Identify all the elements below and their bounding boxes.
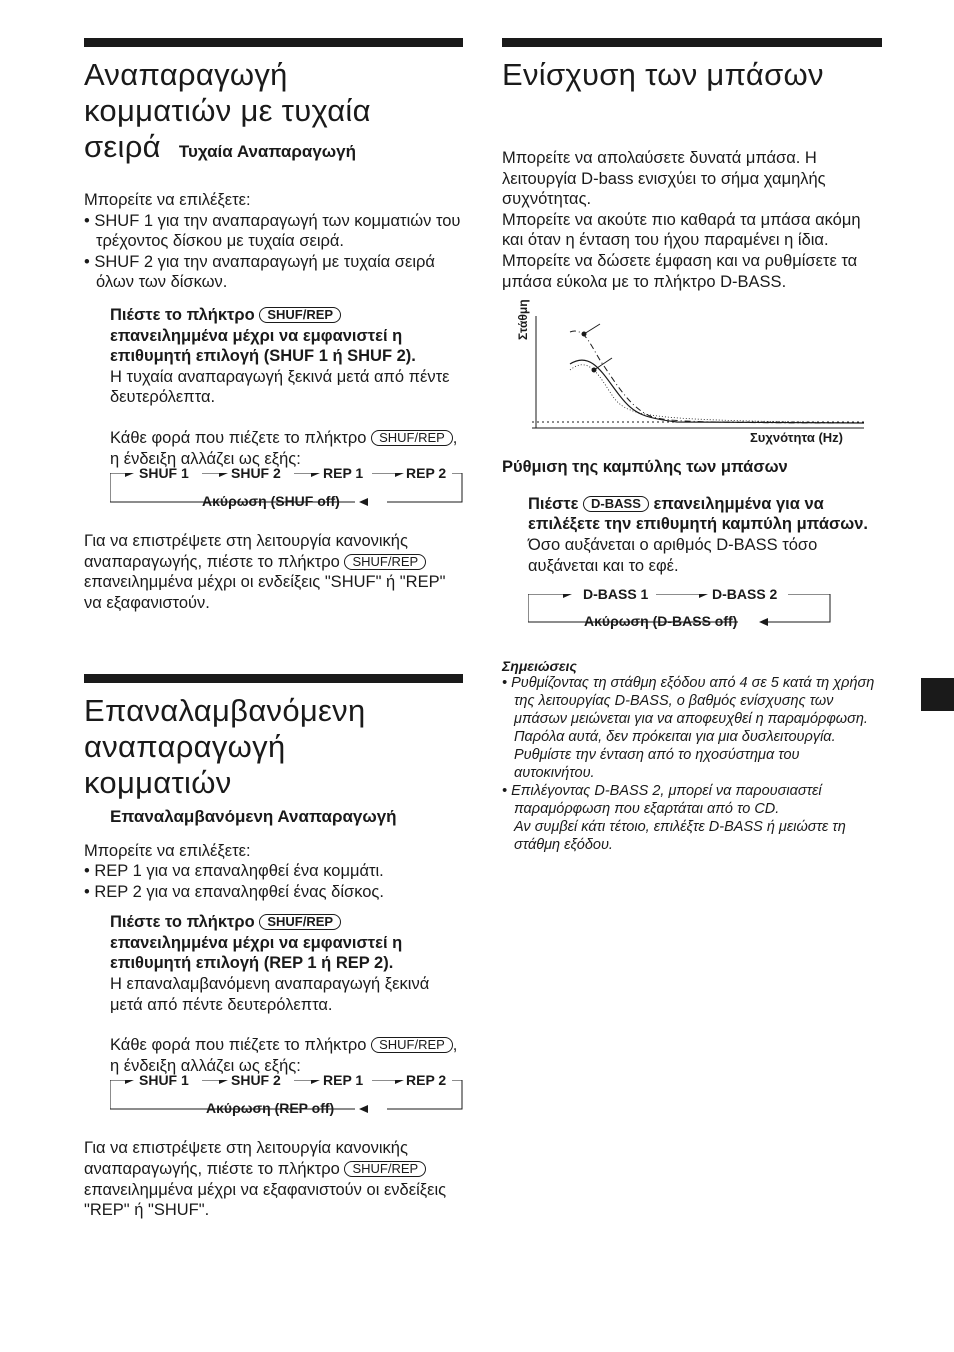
shuf-rep-key: SHUF/REP xyxy=(259,914,341,930)
shuffle-note: Η τυχαία αναπαραγωγή ξεκινά μετά από πέντε δευτερόλεπτα. xyxy=(110,367,450,407)
shuf-rep-key: SHUF/REP xyxy=(371,1037,453,1053)
shuf-rep-key: SHUF/REP xyxy=(344,1161,426,1177)
seq-cancel: Ακύρωση (SHUF off) xyxy=(202,493,340,510)
shuffle-title: Αναπαραγωγή κομματιών με τυχαία σειρά Τυχαία Αναπαραγωγή xyxy=(84,57,371,164)
seq-dbass1: D-BASS 1 xyxy=(583,586,649,603)
section-rule xyxy=(502,38,882,47)
shuffle-instruction: Πιέστε το πλήκτρο SHUF/REP επανειλημμένα μέχρι να εμφανιστεί η επιθυμητή επιλογή (SHUF 1 ή SHUF 2). xyxy=(110,305,416,366)
repeat-sequence-diagram xyxy=(110,1072,463,1117)
repeat-cycle-text: Κάθε φορά που πιέζετε το πλήκτρο SHUF/REP , η ένδειξη αλλάζει ως εξής: xyxy=(110,1036,458,1075)
d-bass-key: D-BASS xyxy=(583,496,649,512)
list-item: Ρυθμίστε την ένταση από το ηχοσύστημα του αυτοκινήτου. xyxy=(514,747,800,782)
left-column xyxy=(84,38,463,1221)
bass-sequence-diagram xyxy=(528,586,882,630)
seq-dbass2: D-BASS 2 xyxy=(712,586,778,603)
list-item: • REP 1 για να επαναληφθεί ένα κομμάτι. xyxy=(84,862,384,881)
seq-rep1: REP 1 xyxy=(323,1072,364,1089)
bass-intro-2: Μπορείτε να ακούτε πιο καθαρά τα μπάσα ακόμη και όταν η ένταση του ήχου παραμένει η ίδια. Μπορείτε να δώσετε έμφαση και να ρυθμίσετε τα μπάσα εύκολα με το πλήκτρο D-BASS. xyxy=(502,210,861,291)
seq-cancel: Ακύρωση (REP off) xyxy=(206,1100,335,1117)
repeat-subtitle: Επαναλαμβανόμενη Αναπαραγωγή xyxy=(110,806,397,826)
repeat-note: Η επαναλαμβανόμενη αναπαραγωγή ξεκινά μετά από πέντε δευτερόλεπτα. xyxy=(110,975,430,1014)
repeat-intro: Μπορείτε να επιλέξετε: xyxy=(84,841,251,860)
list-item: • SHUF 2 για την αναπαραγωγή με τυχαία σειρά όλων των δίσκων. xyxy=(84,252,435,292)
list-item: • REP 2 για να επαναληφθεί ένας δίσκος. xyxy=(84,882,384,901)
shuffle-options xyxy=(84,211,463,293)
seq-rep1: REP 1 xyxy=(323,465,364,482)
graph-x-label: Συχνότητα (Hz) xyxy=(750,430,843,446)
page-edge-tab xyxy=(921,678,954,711)
shuffle-sequence-diagram xyxy=(110,465,463,510)
repeat-title: Επαναλαμβανόμενη αναπαραγωγή κομματιών xyxy=(84,692,366,800)
bass-curve-dbass1 xyxy=(570,365,864,423)
list-item: Αν συμβεί κάτι τέτοιο, επιλέξτε D-BASS ή μειώστε τη στάθμη εξόδου. xyxy=(514,819,846,854)
list-item: • Ρυθμίζοντας τη στάθμη εξόδου από 4 σε 5 κατά τη χρήση της λειτουργίας D-BASS, ο βαθμός ενίσχυσης των μπάσων μειώνεται για να αποφευχθεί η παραμόρφωση. Παρόλα αυτά, δεν πρόκειται για μια δυσλειτουργία. xyxy=(502,675,875,746)
bass-title: Ενίσχυση των μπάσων xyxy=(502,57,824,92)
seq-cancel: Ακύρωση (D-BASS off) xyxy=(584,613,738,630)
bass-curve-off xyxy=(570,360,864,423)
bass-note: Όσο αυξάνεται ο αριθμός D-BASS τόσο αυξάνεται και το εφέ. xyxy=(528,535,818,575)
notes-title: Σημειώσεις xyxy=(502,658,577,675)
seq-shuf1: SHUF 1 xyxy=(139,1072,189,1089)
repeat-options xyxy=(84,861,463,902)
seq-rep2: REP 2 xyxy=(406,465,447,482)
shuffle-return: Για να επιστρέψετε στη λειτουργία κανονικής αναπαραγωγής, πιέστε το πλήκτρο SHUF/REP επανειλημμένα μέχρι οι ενδείξεις "SHUF" ή "REP" να εξαφανιστούν. xyxy=(84,532,446,612)
shuffle-cycle-text: Κάθε φορά που πιέζετε το πλήκτρο SHUF/REP , η ένδειξη αλλάζει ως εξής: xyxy=(110,428,458,468)
bass-curve-graph xyxy=(502,299,882,465)
bass-intro: Μπορείτε να απολαύσετε δυνατά μπάσα. Η λειτουργία D-bass ενισχύει το σήμα χαμηλής συχνότητας. xyxy=(502,149,826,209)
shuffle-subtitle: Τυχαία Αναπαραγωγή xyxy=(178,142,356,161)
shuf-rep-key: SHUF/REP xyxy=(344,554,426,570)
repeat-instruction: Πιέστε το πλήκτρο SHUF/REP επανειλημμένα μέχρι να εμφανιστεί η επιθυμητή επιλογή (REP 1 ή REP 2). xyxy=(110,913,403,973)
seq-shuf1: SHUF 1 xyxy=(139,465,189,482)
notes-list xyxy=(502,674,882,854)
section-rule xyxy=(84,674,463,683)
shuffle-intro: Μπορείτε να επιλέξετε: xyxy=(84,191,251,209)
list-item: • Επιλέγοντας D-BASS 2, μπορεί να παρουσιαστεί παραμόρφωση που εξαρτάται από το CD. xyxy=(502,783,822,818)
list-item: • SHUF 1 για την αναπαραγωγή των κομματιών του τρέχοντος δίσκου με τυχαία σειρά. xyxy=(84,211,461,251)
section-rule xyxy=(84,38,463,47)
right-column xyxy=(502,38,882,854)
seq-shuf2: SHUF 2 xyxy=(231,465,281,482)
shuf-rep-key: SHUF/REP xyxy=(371,430,453,446)
bass-instruction: Πιέστε D-BASS επανειλημμένα για να επιλέξετε την επιθυμητή καμπύλη μπάσων. xyxy=(528,494,868,534)
seq-rep2: REP 2 xyxy=(406,1072,447,1089)
curve-heading: Ρύθμιση της καμπύλης των μπάσων xyxy=(502,458,788,477)
repeat-return: Για να επιστρέψετε στη λειτουργία κανονικής αναπαραγωγής, πιέστε το πλήκτρο SHUF/REP επανειλημμένα μέχρι να εξαφανιστούν οι ενδείξεις "REP" ή "SHUF". xyxy=(84,1139,447,1220)
seq-shuf2: SHUF 2 xyxy=(231,1072,281,1089)
bass-curve-dbass2 xyxy=(570,331,864,423)
shuf-rep-key: SHUF/REP xyxy=(259,307,341,323)
graph-y-label: Στάθμη xyxy=(516,299,530,341)
